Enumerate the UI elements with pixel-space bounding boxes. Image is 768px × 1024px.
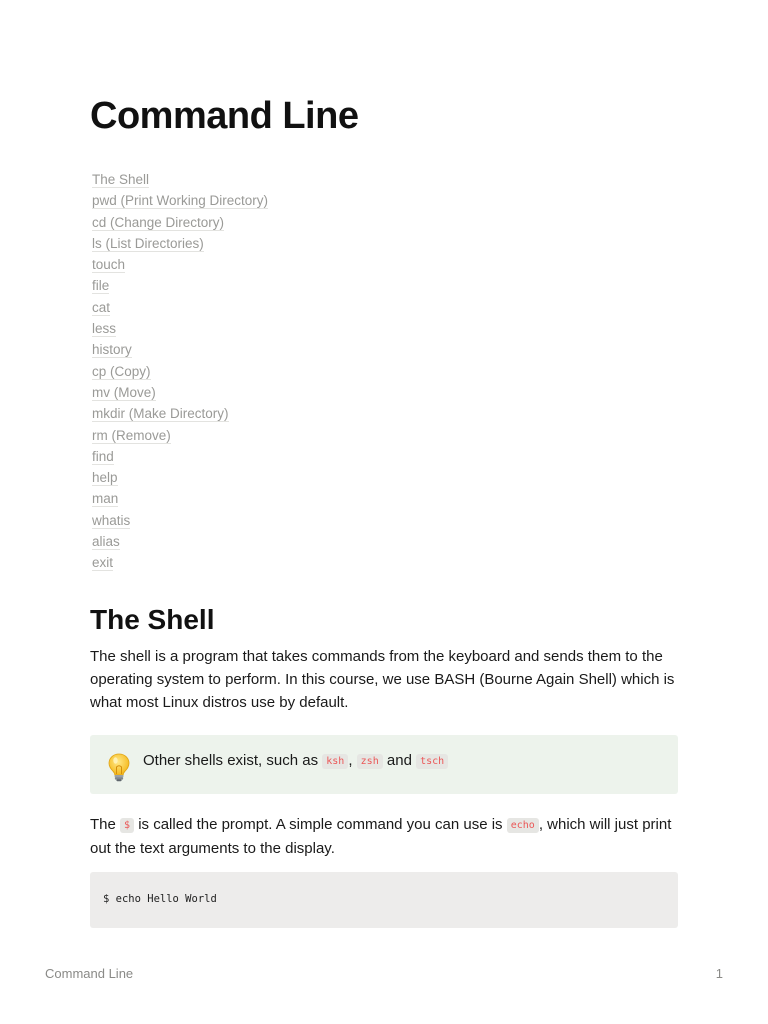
toc-item xyxy=(92,234,268,255)
callout-separator: and xyxy=(382,752,417,769)
page-title: Command Line xyxy=(90,95,359,137)
toc-link[interactable]: less xyxy=(92,321,117,337)
toc-item xyxy=(92,532,268,553)
callout-prefix: Other shells exist, such as xyxy=(143,752,323,769)
lightbulb-icon xyxy=(106,752,132,782)
inline-code: $ xyxy=(120,818,134,833)
toc-link[interactable]: whatis xyxy=(92,512,131,528)
toc-link[interactable]: cd (Change Directory) xyxy=(92,214,225,230)
inline-code: ksh xyxy=(322,754,348,769)
toc-item xyxy=(92,319,268,340)
toc-item xyxy=(92,298,268,319)
toc-link[interactable]: rm (Remove) xyxy=(92,427,171,443)
toc-item xyxy=(92,489,268,510)
toc-item xyxy=(92,255,268,276)
section-paragraph xyxy=(90,813,678,860)
toc-link[interactable]: history xyxy=(92,342,132,358)
toc-item xyxy=(92,383,268,404)
section-paragraph: The shell is a program that takes commands from the keyboard and sends them to the operating system to perform. In this course, we use BASH (Bourne Again Shell) which is what most Linux distros use by default. xyxy=(90,648,675,711)
footer-title: Command Line xyxy=(45,966,134,981)
toc-link[interactable]: man xyxy=(92,491,119,507)
toc-item xyxy=(92,426,268,447)
toc-link[interactable]: cp (Copy) xyxy=(92,363,151,379)
code-block[interactable] xyxy=(90,872,678,928)
toc-link[interactable]: The Shell xyxy=(92,172,150,187)
page-number: 1 xyxy=(715,966,723,981)
paragraph-text: , which will just print out the text arguments to the display. xyxy=(90,816,672,857)
inline-code: zsh xyxy=(357,754,383,769)
callout-box xyxy=(90,735,678,794)
callout-separator: , xyxy=(348,752,357,769)
toc-item xyxy=(92,404,268,425)
inline-code: echo xyxy=(507,818,539,833)
code-block-text: $ echo Hello World xyxy=(103,893,217,905)
toc-item xyxy=(92,191,268,212)
toc-item xyxy=(92,276,268,297)
toc-item xyxy=(92,511,268,532)
toc-link[interactable]: find xyxy=(92,448,114,464)
toc-item xyxy=(92,170,268,191)
toc-link[interactable]: mv (Move) xyxy=(92,384,156,400)
toc-link[interactable]: alias xyxy=(92,534,120,550)
toc-link[interactable]: exit xyxy=(92,555,114,571)
toc-link[interactable]: file xyxy=(92,278,110,294)
table-of-contents xyxy=(92,170,268,575)
toc-link[interactable]: ls (List Directories) xyxy=(92,235,204,251)
toc-link[interactable]: pwd (Print Working Directory) xyxy=(92,193,269,209)
toc-link[interactable]: cat xyxy=(92,299,111,315)
section-heading: The Shell xyxy=(90,604,215,635)
toc-item xyxy=(92,447,268,468)
toc-link[interactable]: mkdir (Make Directory) xyxy=(92,406,229,422)
callout-text xyxy=(143,750,448,773)
toc-link[interactable]: help xyxy=(92,470,118,486)
toc-item xyxy=(92,362,268,383)
paragraph-text: is called the prompt. A simple command you can use is xyxy=(134,816,507,833)
toc-item xyxy=(92,213,268,234)
toc-item xyxy=(92,468,268,489)
paragraph-text: The xyxy=(90,816,121,833)
toc-item xyxy=(92,340,268,361)
inline-code: tsch xyxy=(416,754,448,769)
toc-link[interactable]: touch xyxy=(92,257,126,273)
toc-item xyxy=(92,553,268,574)
